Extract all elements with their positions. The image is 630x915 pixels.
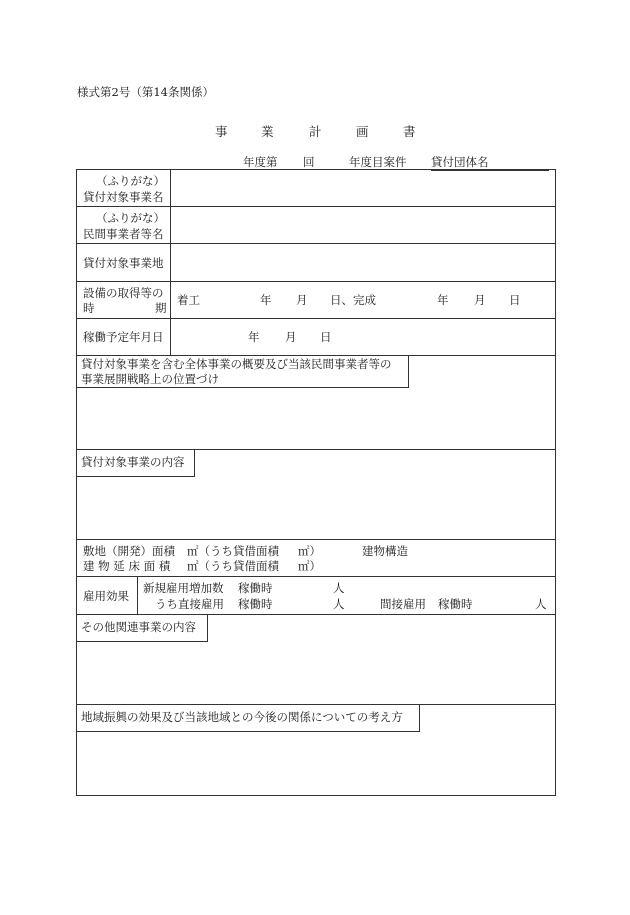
operation-date-label: 稼働予定年月日 — [83, 330, 164, 344]
title-char: 業 — [261, 124, 274, 139]
completion-year: 年 — [437, 293, 449, 307]
title-char: 計 — [309, 124, 322, 139]
indirect-hire-label: 間接雇用 — [380, 597, 426, 611]
org-label: 貸付団体名 — [431, 155, 489, 169]
site-area-unit: ㎡（うち貸借面積 — [187, 544, 279, 558]
site-area-label: 敷地（開発）面積 — [83, 544, 175, 558]
building-structure-label: 建物構造 — [362, 544, 408, 558]
target-project-location-label: 貸付対象事業地 — [83, 256, 164, 270]
target-project-name-label: 貸付対象事業名 — [83, 190, 164, 204]
content-heading: 貸付対象事業の内容 — [76, 449, 195, 477]
form-id: 様式第2号（第14条関係） — [77, 85, 214, 99]
operation-year: 年 — [248, 330, 260, 344]
private-operator-name-field[interactable] — [171, 207, 555, 243]
indirect-hire-person: 人 — [535, 597, 547, 611]
target-project-location-field[interactable] — [171, 244, 555, 281]
year-label: 年度第 — [243, 155, 278, 169]
completion-label: 日、完成 — [330, 293, 376, 307]
acquisition-label: 設備の取得等の — [83, 286, 164, 300]
content-field[interactable] — [77, 478, 555, 539]
indirect-hire-operation: 稼働時 — [438, 597, 473, 611]
start-year: 年 — [260, 293, 272, 307]
related-field[interactable] — [77, 643, 555, 704]
site-area-unit-close: ㎡） — [298, 544, 321, 558]
new-hire-operation: 稼働時 — [238, 581, 273, 595]
floor-area-label: 建 物 延 床 面 積 — [83, 559, 171, 573]
overview-heading-line2: 事業展開戦略上の位置づけ — [81, 372, 219, 386]
start-label: 着工 — [177, 293, 200, 307]
title-char: 事 — [215, 124, 228, 139]
completion-month: 月 — [474, 293, 486, 307]
regional-field[interactable] — [77, 733, 555, 795]
operation-day: 日 — [320, 330, 332, 344]
new-hire-label: 新規雇用増加数 — [143, 581, 224, 595]
overview-heading — [76, 355, 409, 388]
direct-hire-person: 人 — [333, 597, 345, 611]
acquisition-time-char: 時 — [83, 301, 95, 315]
target-project-name-field[interactable] — [171, 170, 555, 206]
round-label: 回 — [303, 155, 315, 169]
private-operator-name-label: 民間事業者等名 — [83, 227, 164, 241]
furigana-label: （ふりがな） — [96, 174, 165, 188]
direct-hire-operation: 稼働時 — [238, 597, 273, 611]
furigana-label: （ふりがな） — [96, 211, 165, 225]
employment-label: 雇用効果 — [83, 589, 129, 603]
operation-month: 月 — [285, 330, 297, 344]
direct-hire-label: うち直接雇用 — [155, 597, 224, 611]
acquisition-period-char: 期 — [155, 301, 167, 315]
floor-area-unit-close: ㎡） — [298, 559, 321, 573]
title-char: 書 — [403, 124, 416, 139]
floor-area-unit: ㎡（うち貸借面積 — [187, 559, 279, 573]
regional-heading: 地域振興の効果及び当該地域との今後の関係についての考え方 — [76, 704, 420, 732]
related-heading: その他関連事業の内容 — [76, 614, 208, 642]
completion-day: 日 — [509, 293, 521, 307]
start-month: 月 — [296, 293, 308, 307]
overview-field[interactable] — [77, 389, 555, 449]
overview-heading-line1: 貸付対象事業を含む全体事業の概要及び当該民間事業者等の — [81, 357, 392, 371]
title-char: 画 — [356, 124, 369, 139]
new-hire-person: 人 — [333, 581, 345, 595]
case-label: 年度目案件 — [349, 155, 407, 169]
